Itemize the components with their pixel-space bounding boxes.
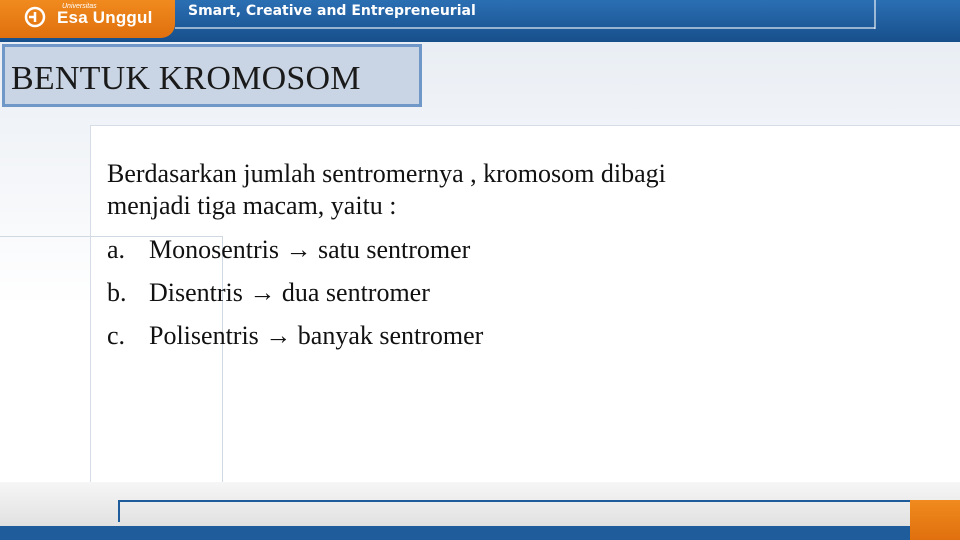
footer-frame	[118, 500, 912, 522]
slide-body	[107, 158, 867, 357]
footer-accent	[910, 500, 960, 540]
intro-line-2: menjadi tiga macam, yaitu :	[107, 191, 397, 220]
list-item-marker: c.	[107, 321, 126, 350]
list-item-text: Monosentris → satu sentromer	[149, 235, 471, 264]
list-item-text: Disentris → dua sentromer	[149, 278, 430, 307]
list-item-marker: b.	[107, 278, 127, 307]
banner-divider	[175, 27, 875, 29]
university-logo-icon	[24, 6, 46, 28]
logo-text: Esa Unggul	[57, 8, 153, 27]
footer-bar	[0, 526, 960, 540]
slide-title: BENTUK KROMOSOM	[11, 60, 361, 97]
tagline: Smart, Creative and Entrepreneurial	[188, 3, 476, 19]
logo-area	[0, 0, 175, 38]
banner-divider-vertical	[874, 0, 876, 29]
slide-title-box	[2, 44, 422, 107]
intro-text	[107, 158, 867, 222]
header-banner	[0, 0, 960, 42]
logo-caption: Universitas	[62, 3, 97, 10]
intro-line-1: Berdasarkan jumlah sentromernya , kromosom dibagi	[107, 159, 666, 188]
list-item-marker: a.	[107, 235, 126, 264]
list-item	[107, 271, 867, 314]
list-item	[107, 314, 867, 357]
list-item-text: Polisentris → banyak sentromer	[149, 321, 484, 350]
list-item	[107, 228, 867, 271]
